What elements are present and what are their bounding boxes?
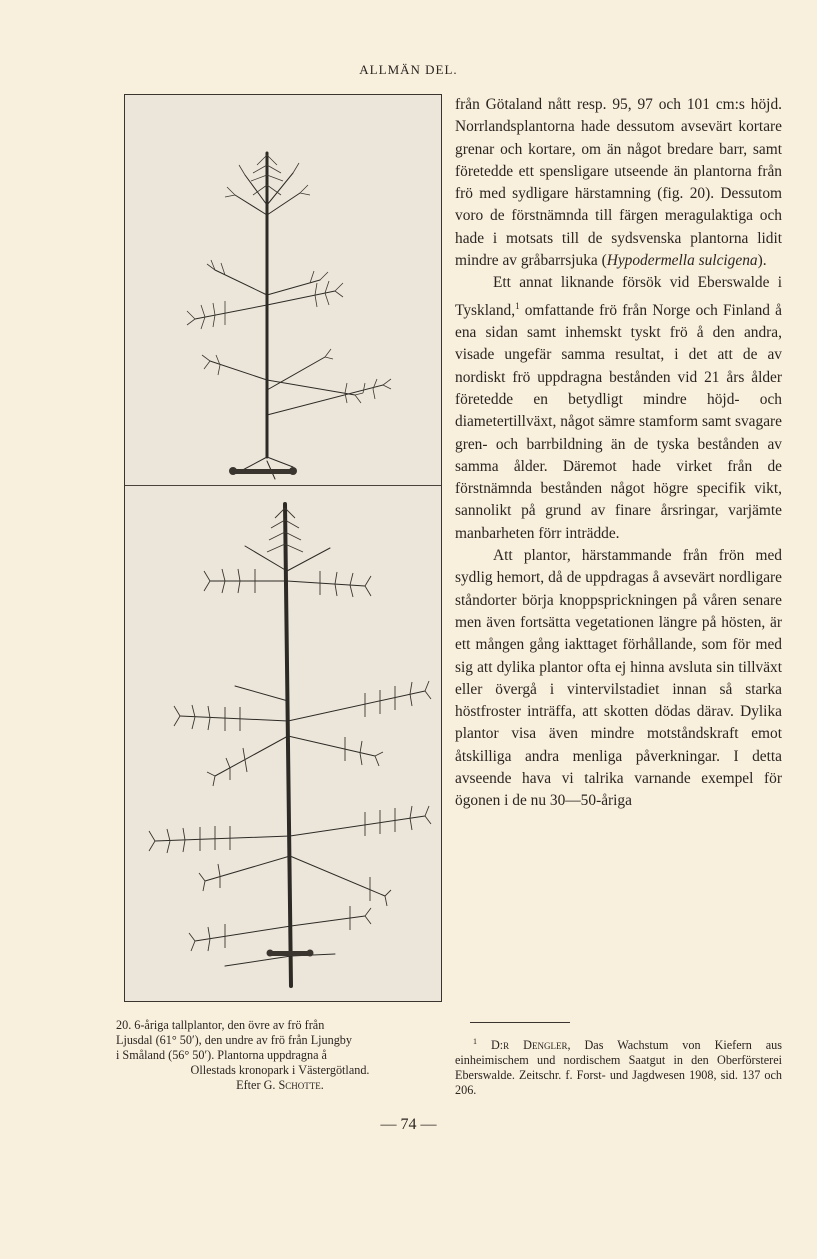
caption-line: Ljusdal (61° 50′), den undre av frö från Ljungby (116, 1033, 352, 1047)
footnote-author: D:r Dengler, (490, 1038, 571, 1053)
footnote-rule (470, 1022, 570, 1023)
paragraph-text: ). (757, 252, 767, 270)
caption-line: Ollestads kronopark i Västergötland. (190, 1063, 370, 1077)
paragraph (455, 94, 782, 272)
main-text-column (455, 94, 782, 813)
running-header: ALLMÄN DEL. (359, 62, 458, 77)
figure-top-pine-seedling-photo (125, 95, 441, 485)
paragraph (455, 272, 782, 545)
paragraph-text: från Götaland nått resp. 95, 97 och 101 cm:s höjd. Norrlandsplantorna hade dessutom avsevärt kortare grenar och kortare, om än något bredare barr, samt företedde ett spensligare utseende än plantorna från frö med sydligare härstamning (fig. 20). Dessutom voro de förstnämnda till färgen meragulaktiga och hade i motsats till de sydsvenska plantorna lidit mindre av gråbarrsjuka ( (455, 96, 782, 270)
footnote-marker: 1 (473, 1037, 477, 1046)
footnote-text: Das Wachstum von Kiefern aus einheimischem und nordischem Saatgut in den Oberförsterei Eberswalde. Zeitschr. f. Forst- und Jagdwesen 1908, sid. 137 och 206. (455, 1038, 783, 1098)
figure-20 (124, 94, 442, 1002)
caption-line: 20. 6-åriga tallplantor, den övre av frö från (116, 1018, 325, 1032)
figure-caption (116, 1018, 444, 1093)
credit-prefix: Efter G. (236, 1078, 276, 1092)
paragraph-text: omfattande frö från Norge och Finland å ena sidan samt inhemskt tyskt frö å den andra, visade ungefär samma resultat, i det att de av nordiskt frö uppdragna bestånden vid 21 års ålder företedde en betydligt mindre höjd- och diametertillväxt, något sämre stamform samt svagare gren- och barrbildning än de tyska bestånden av samma ålder. Däremot hade virket från de förstnämnda bestånden något högre specifik vikt, sannolikt på grund av finare årsringar, varjämte manbarheten förr inträdde. (455, 301, 782, 542)
footnote (455, 1034, 782, 1098)
species-name: Hypodermella sulcigena (606, 252, 758, 270)
footnote-marker: 1 (515, 300, 520, 311)
caption-credit (116, 1078, 444, 1093)
page-number: — 74 — (380, 1116, 437, 1133)
figure-bottom-pine-seedling-photo (125, 486, 441, 1001)
paragraph: Att plantor, härstammande från frön med sydlig hemort, då de uppdragas å avsevärt nordligare ståndorter börja knoppsprickningen på våren senare men även fortsätta vegetationen längre på hösten, är ett mången gång iakttaget förhållande, som för med sig att dylika plantor ofta ej hinna avsluta sin tillväxt eller övergå i vintervilstadiet innan så starka höstfroster inträffa, att skotten dödas därav. Dylika plantor visa även mindre motståndskraft emot åtskilliga andra menliga påverkningar. I detta avseende hava vi talrika varnande exempel för ögonen i de nu 30—50-åriga (455, 547, 782, 810)
paragraph-text: Ett annat liknande försök vid Eberswalde i Tyskland, (455, 274, 782, 319)
credit-name: Schotte. (278, 1078, 324, 1092)
caption-line: i Småland (56° 50′). Plantorna uppdragna å (116, 1048, 327, 1062)
